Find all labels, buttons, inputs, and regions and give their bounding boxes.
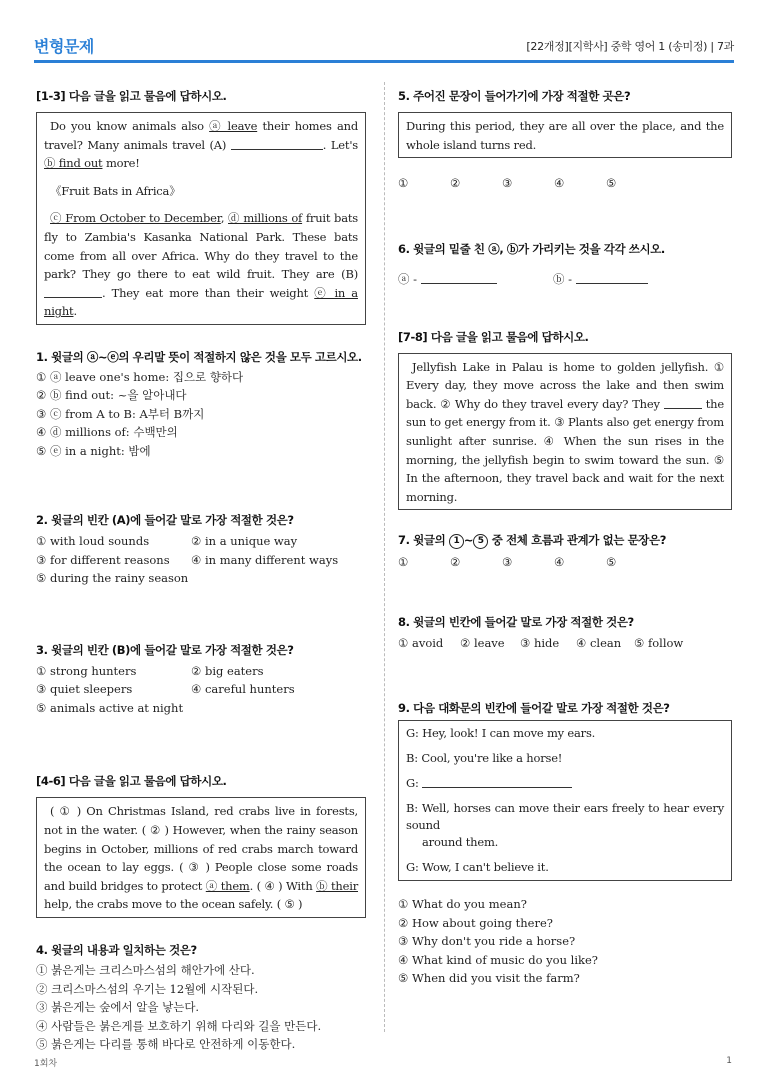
option[interactable]: ⑤ ⓔ in a night: 밤에 (36, 443, 151, 458)
option[interactable]: ② leave (460, 635, 505, 650)
option[interactable]: ③ (502, 176, 513, 191)
question-5 (398, 88, 732, 193)
dialogue-line: B: Well, horses can move their ears freely to hear every sound (406, 801, 724, 833)
mark-a: ⓐ them (205, 878, 250, 893)
question-2-title: 2. 윗글의 빈칸 (A)에 들어갈 말로 가장 적절한 것은? (36, 513, 294, 528)
question-6 (398, 241, 732, 287)
option[interactable]: ④ clean (576, 635, 622, 650)
option[interactable]: ② in a unique way (191, 534, 298, 549)
question-1-options (36, 368, 366, 461)
mark-d: ⓓ millions of (228, 211, 303, 226)
question-3 (36, 642, 366, 718)
option[interactable]: ③ Why don't you ride a horse? (398, 934, 576, 949)
question-6-answers (398, 271, 732, 287)
question-8-title: 8. 윗글의 빈칸에 들어갈 말로 가장 적절한 것은? (398, 614, 634, 629)
passage-text: Jellyfish Lake in Palau is home to golden jellyfish. ① Every day, they move across the lake and then swim back. ② Why do they travel every day? They (406, 359, 724, 411)
passage-text: more! (105, 156, 140, 171)
option[interactable]: ③ ⓒ from A to B: A부터 B까지 (36, 406, 205, 421)
option[interactable]: ④ (554, 176, 565, 191)
answer-a-blank[interactable] (421, 271, 497, 284)
question-8 (398, 614, 732, 653)
passage-red-crabs (36, 797, 366, 918)
passage-text: . Let's (322, 137, 358, 152)
option[interactable]: ① avoid (398, 635, 444, 650)
textbook-info: [22개정][지학사] 중학 영어 1 (송미정) | 7과 (526, 40, 734, 53)
option[interactable]: ② How about going there? (398, 915, 553, 930)
option[interactable]: ⑤ animals active at night (36, 700, 184, 715)
footer-round: 1회차 (34, 1059, 58, 1069)
right-column (398, 88, 732, 988)
blank-B (44, 285, 102, 298)
option[interactable]: ② (450, 555, 461, 570)
option[interactable]: ⑤ during the rainy season (36, 571, 189, 586)
passage-blank (664, 396, 702, 409)
tilde: ~ (463, 533, 474, 548)
option[interactable]: ⑤ When did you visit the farm? (398, 971, 580, 986)
option[interactable]: ① What do you mean? (398, 897, 527, 912)
section-7-8-title: [7-8] 다음 글을 읽고 물음에 답하시오. (398, 329, 589, 344)
option[interactable]: ③ hide (520, 635, 560, 650)
question-5-title: 5. 주어진 문장이 들어가기에 가장 적절한 곳은? (398, 89, 631, 103)
page-title: 변형문제 (34, 37, 94, 56)
question-6-title: 6. 윗글의 밑줄 친 ⓐ, ⓑ가 가리키는 것을 각각 쓰시오. (398, 241, 665, 256)
option[interactable]: ⑤ 붉은게는 다리를 통해 바다로 안전하게 이동한다. (36, 1037, 296, 1051)
answer-a-label: ⓐ - (398, 271, 418, 286)
option[interactable]: ② 크리스마스섬의 우기는 12월에 시작된다. (36, 981, 259, 996)
option[interactable]: ⑤ (606, 176, 617, 191)
option[interactable]: ④ in many different ways (191, 552, 339, 567)
question-7-title (398, 532, 732, 549)
question-4-options (36, 961, 366, 1054)
option[interactable]: ③ quiet sleepers (36, 682, 133, 697)
question-4 (36, 942, 366, 1054)
mark-b: ⓑ find out (44, 156, 103, 171)
option[interactable]: ① 붉은게는 크리스마스섬의 해안가에 산다. (36, 963, 255, 977)
dialogue-line (406, 771, 724, 796)
question-7-title-a: 7. 윗글의 (398, 533, 446, 548)
passage-fruit-bats (36, 112, 366, 325)
question-1 (36, 349, 366, 461)
question-2 (36, 512, 366, 588)
section-1-3-title: [1-3] 다음 글을 읽고 물음에 답하시오. (36, 89, 227, 103)
column-divider (384, 82, 385, 1032)
dialogue-line: around them. (422, 835, 499, 850)
option[interactable]: ④ (554, 555, 565, 570)
option[interactable]: ④ 사람들은 붉은게를 보호하기 위해 다리와 길을 만든다. (36, 1018, 322, 1033)
option[interactable]: ① (398, 555, 409, 570)
dialogue-box (398, 720, 732, 881)
question-7 (398, 532, 732, 572)
given-sentence-box: During this period, they are all over the place, and the whole island turns red. (398, 112, 732, 158)
passage-text: their homes and travel? Many animals travel (A) (44, 119, 358, 152)
passage-text: the sun to get energy from it. ③ Plants also get energy from sunlight after sunrise. ④ When the sun rises in the morning, the jellyfish begin to swim toward the sun. ⑤ In the afternoon, they travel back and wait for the next morning. (406, 396, 724, 504)
question-7-title-b: 중 전체 흐름과 관계가 없는 문장은? (491, 533, 666, 548)
option[interactable]: ④ careful hunters (191, 682, 295, 697)
passage-text: ( ① ) On Christmas Island, red crabs live in forests, not in the water. ( ② ) However, when the rainy season begins in October, millions of red crabs march toward the ocean to lay eggs. ( ③ ) People close some roads and build bridges to protect (44, 804, 358, 893)
option[interactable]: ④ What kind of music do you like? (398, 952, 598, 967)
dialogue-line: G: Wow, I can't believe it. (406, 860, 549, 875)
page-number: 1 (726, 1056, 732, 1066)
circled-five: 5 (473, 534, 488, 549)
option[interactable]: ⑤ (606, 555, 617, 570)
option[interactable]: ③ 붉은게는 숲에서 알을 낳는다. (36, 1000, 200, 1014)
question-1-title: 1. 윗글의 ⓐ~ⓔ의 우리말 뜻이 적절하지 않은 것을 모두 고르시오. (36, 349, 362, 364)
dialogue-blank (422, 775, 572, 788)
mark-c: ⓒ From October to December (50, 211, 221, 226)
question-7-options (398, 553, 732, 572)
passage-subtitle: 《Fruit Bats in Africa》 (50, 183, 181, 198)
mark-e: ⓔ in a night (44, 285, 358, 319)
dialogue-line: B: Cool, you're like a horse! (406, 751, 563, 766)
section-4-6-title: [4-6] 다음 글을 읽고 물음에 답하시오. (36, 774, 227, 789)
passage-text: . ( ④ ) With (249, 878, 313, 893)
option[interactable]: ⑤ follow (634, 635, 684, 650)
page-header (34, 28, 734, 62)
passage-jellyfish (398, 353, 732, 511)
option[interactable]: ② big eaters (191, 663, 264, 678)
question-3-options (36, 662, 366, 718)
option[interactable]: ② (450, 176, 461, 191)
passage-text: Do you know animals also (50, 119, 204, 133)
question-2-options (36, 532, 366, 588)
passage-text: , (220, 211, 225, 226)
option[interactable]: ① ⓐ leave one's home: 집으로 향하다 (36, 369, 244, 384)
mark-a: ⓐ leave (209, 119, 258, 133)
left-column (36, 88, 366, 1054)
option[interactable]: ① with loud sounds (36, 534, 150, 549)
option[interactable]: ④ ⓓ millions of: 수백만의 (36, 425, 178, 440)
question-8-options (398, 634, 732, 653)
question-5-options (398, 174, 732, 193)
answer-b-blank[interactable] (576, 271, 648, 284)
passage-text: fruit bats fly to Zambia's Kasanka National Park. These bats come from all over Africa. Why do they travel to the park? They go there to eat wild fruit. They are (B) (44, 211, 358, 282)
option[interactable]: ① (398, 176, 409, 191)
passage-text: . (73, 304, 77, 319)
question-4-title: 4. 윗글의 내용과 일치하는 것은? (36, 943, 197, 957)
question-9-options (398, 895, 732, 988)
question-3-title: 3. 윗글의 빈칸 (B)에 들어갈 말로 가장 적절한 것은? (36, 642, 294, 657)
blank-A (231, 137, 323, 150)
option[interactable]: ② ⓑ find out: ~을 알아내다 (36, 388, 187, 403)
header-rule (34, 60, 734, 63)
circled-one: 1 (449, 534, 464, 549)
dialogue-line: G: Hey, look! I can move my ears. (406, 726, 596, 741)
passage-text: help, the crabs move to the ocean safely. ( ⑤ ) (44, 897, 303, 912)
answer-b-label: ⓑ - (553, 271, 573, 286)
option[interactable]: ③ (502, 555, 513, 570)
mark-b: ⓑ their (316, 878, 359, 893)
option[interactable]: ① strong hunters (36, 663, 137, 678)
question-9 (398, 700, 732, 988)
option[interactable]: ③ for different reasons (36, 552, 170, 567)
dialogue-speaker: G: (406, 776, 419, 791)
question-9-title: 9. 다음 대화문의 빈칸에 들어갈 말로 가장 적절한 것은? (398, 701, 670, 716)
passage-text: . They eat more than their weight (102, 285, 309, 300)
